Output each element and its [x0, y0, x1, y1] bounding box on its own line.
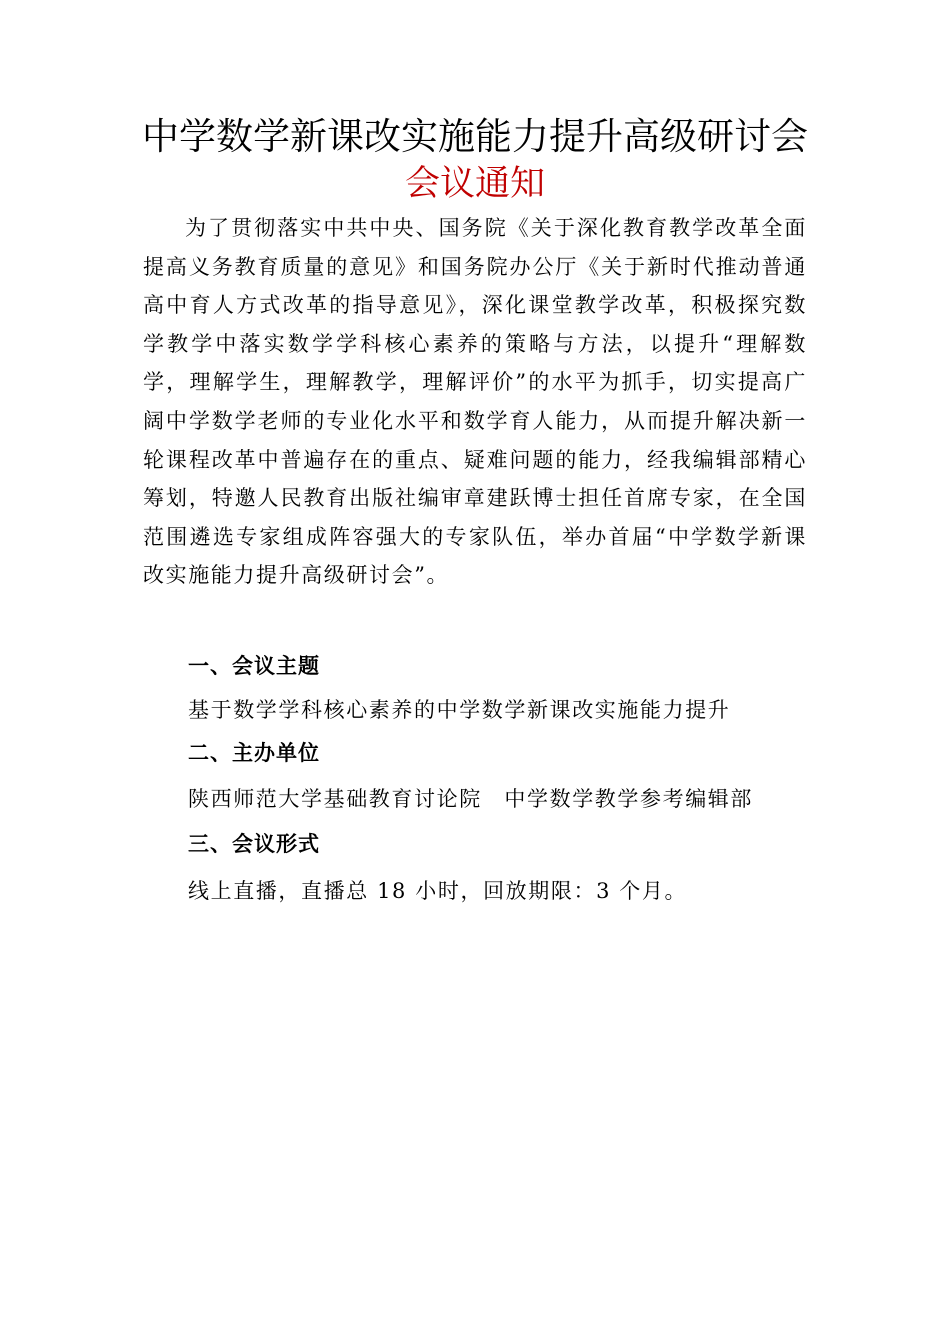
document-title: 中学数学新课改实施能力提升高级研讨会: [142, 115, 808, 158]
section-heading-theme: 一、会议主题: [188, 654, 320, 678]
section-content-organizer: 陕西师范大学基础教育讨论院 中学数学教学参考编辑部: [188, 787, 753, 811]
document-subtitle: 会议通知: [404, 164, 545, 204]
section-heading-organizer: 二、主办单位: [188, 741, 320, 765]
section-content-format: 线上直播，直播总 18 小时，回放期限：3 个月。: [188, 879, 688, 903]
intro-paragraph: 为了贯彻落实中共中央、国务院《关于深化教育教学改革全面提高义务教育质量的意见》和国务院办公厅《关于新时代推动普通高中育人方式改革的指导意见》，深化课堂教学改革，积极探究数学教学中落实数学学科核心素养的策略与方法，以提升“理解数学，理解学生，理解教学，理解评价”的水平为抓手，切实提高广阔中学数学老师的专业化水平和数学育人能力，从而提升解决新一轮课程改革中普遍存在的重点、疑难问题的能力，经我编辑部精心筹划，特邀人民教育出版社编审章建跃博士担任首席专家，在全国范围遴选专家组成阵容强大的专家队伍，举办首届“中学数学新课改实施能力提升高级研讨会”。: [143, 216, 807, 588]
section-content-theme: 基于数学学科核心素养的中学数学新课改实施能力提升: [188, 698, 731, 722]
section-heading-format: 三、会议形式: [188, 832, 320, 856]
